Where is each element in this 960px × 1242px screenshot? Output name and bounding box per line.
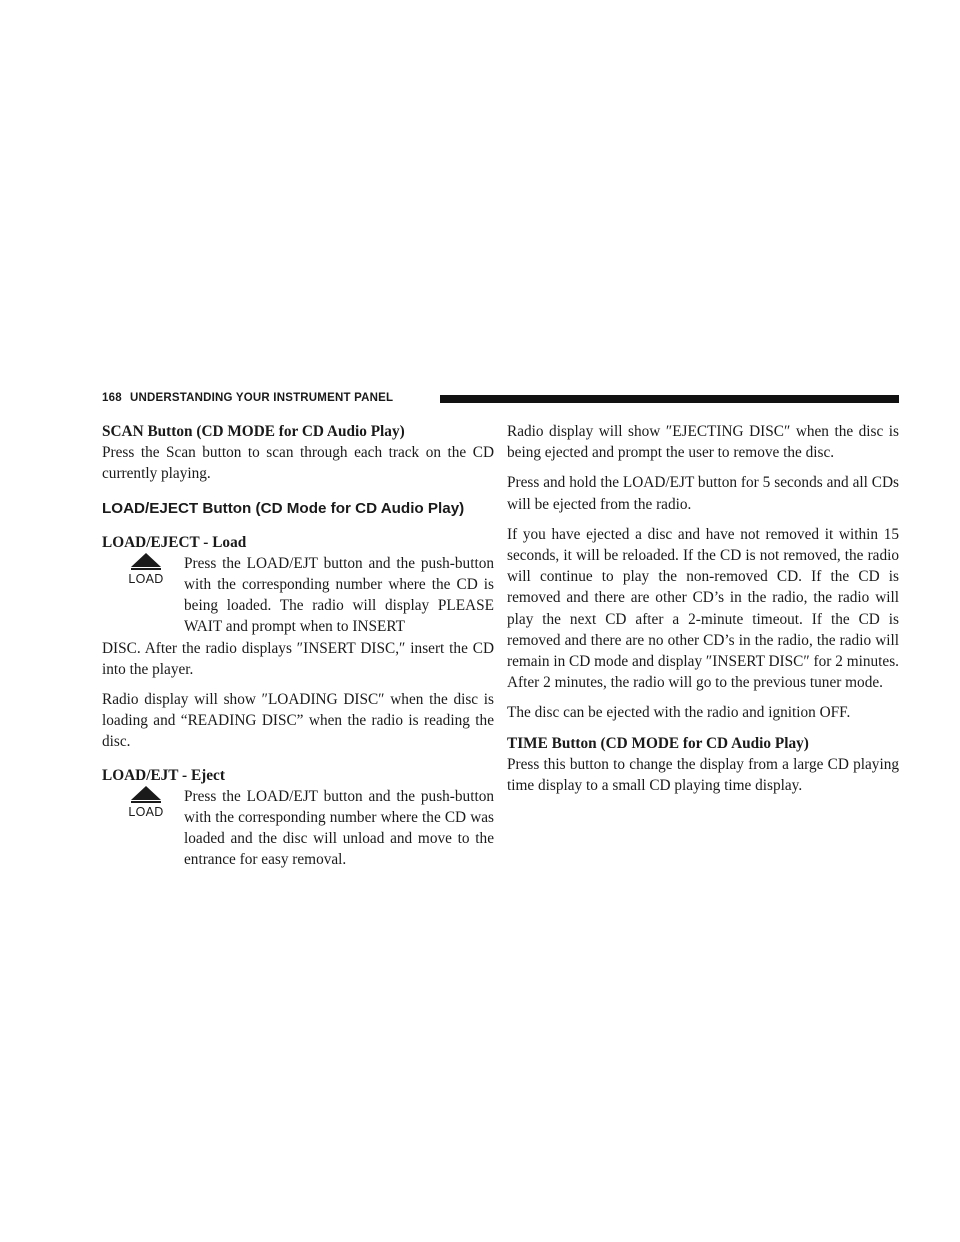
ignition-text: The disc can be ejected with the radio and ignition OFF. [507, 704, 851, 722]
header-rule [440, 395, 899, 403]
eject-subheading: LOAD/EJT - Eject [102, 766, 225, 784]
load-icon-box [122, 553, 170, 595]
scan-text: Press the Scan button to scan through each track on the CD currently playing. [102, 444, 494, 483]
right-column [507, 421, 899, 805]
ejecting-text: Radio display will show ″EJECTING DISC″ when the disc is being ejected and prompt the user to remove the disc. [507, 423, 899, 462]
load-text-continued: DISC. After the radio displays ″INSERT DISC,″ insert the CD into the player. [102, 639, 494, 678]
time-text: Press this button to change the display from a large CD playing time display to a small CD playing time display. [507, 755, 899, 795]
scan-heading: SCAN Button (CD MODE for CD Audio Play) [102, 423, 405, 440]
time-heading: TIME Button (CD MODE for CD Audio Play) [507, 734, 809, 752]
load-text-indented: Press the LOAD/EJT button and the push-button with the corresponding number where the CD is being loaded. The radio will display PLEASE WAIT and prompt when to INSERT [184, 554, 494, 636]
page-header [102, 391, 899, 407]
hold-text: Press and hold the LOAD/EJT button for 5 seconds and all CDs will be ejected from the radio. [507, 474, 899, 513]
loading-text: Radio display will show ″LOADING DISC″ when the disc is loading and “READING DISC” when the radio is reading the disc. [102, 691, 494, 751]
eject-icon-label: LOAD [128, 804, 164, 819]
page-number: 168 [102, 392, 122, 404]
load-eject-heading: LOAD/EJECT Button (CD Mode for CD Audio Play) [102, 499, 465, 517]
load-icon-label: LOAD [128, 571, 164, 586]
load-subheading: LOAD/EJECT - Load [102, 533, 247, 551]
eject-text-indented: Press the LOAD/EJT button and the push-button with the corresponding number where the CD was loaded and the disc will unload and move to the entrance for easy removal. [184, 787, 494, 869]
reload-text: If you have ejected a disc and have not removed it within 15 seconds, it will be reloaded. If the CD is not removed, the radio will continue to play the non-removed CD. If the CD is removed and there are other CD’s in the radio, the radio will play the next CD after a 2-minute timeout. If the CD is removed and there are no other CD’s in the radio, the radio will remain in CD mode and display ″INSERT DISC″ for 2 minutes. After 2 minutes, the radio will go to the previous tuner mode. [507, 525, 899, 692]
eject-triangle-icon [131, 786, 161, 803]
eject-icon-box [122, 786, 170, 828]
load-block [102, 532, 494, 638]
eject-triangle-icon [131, 553, 161, 570]
left-column [102, 421, 494, 871]
eject-block [102, 765, 494, 871]
section-title: UNDERSTANDING YOUR INSTRUMENT PANEL [130, 392, 394, 404]
